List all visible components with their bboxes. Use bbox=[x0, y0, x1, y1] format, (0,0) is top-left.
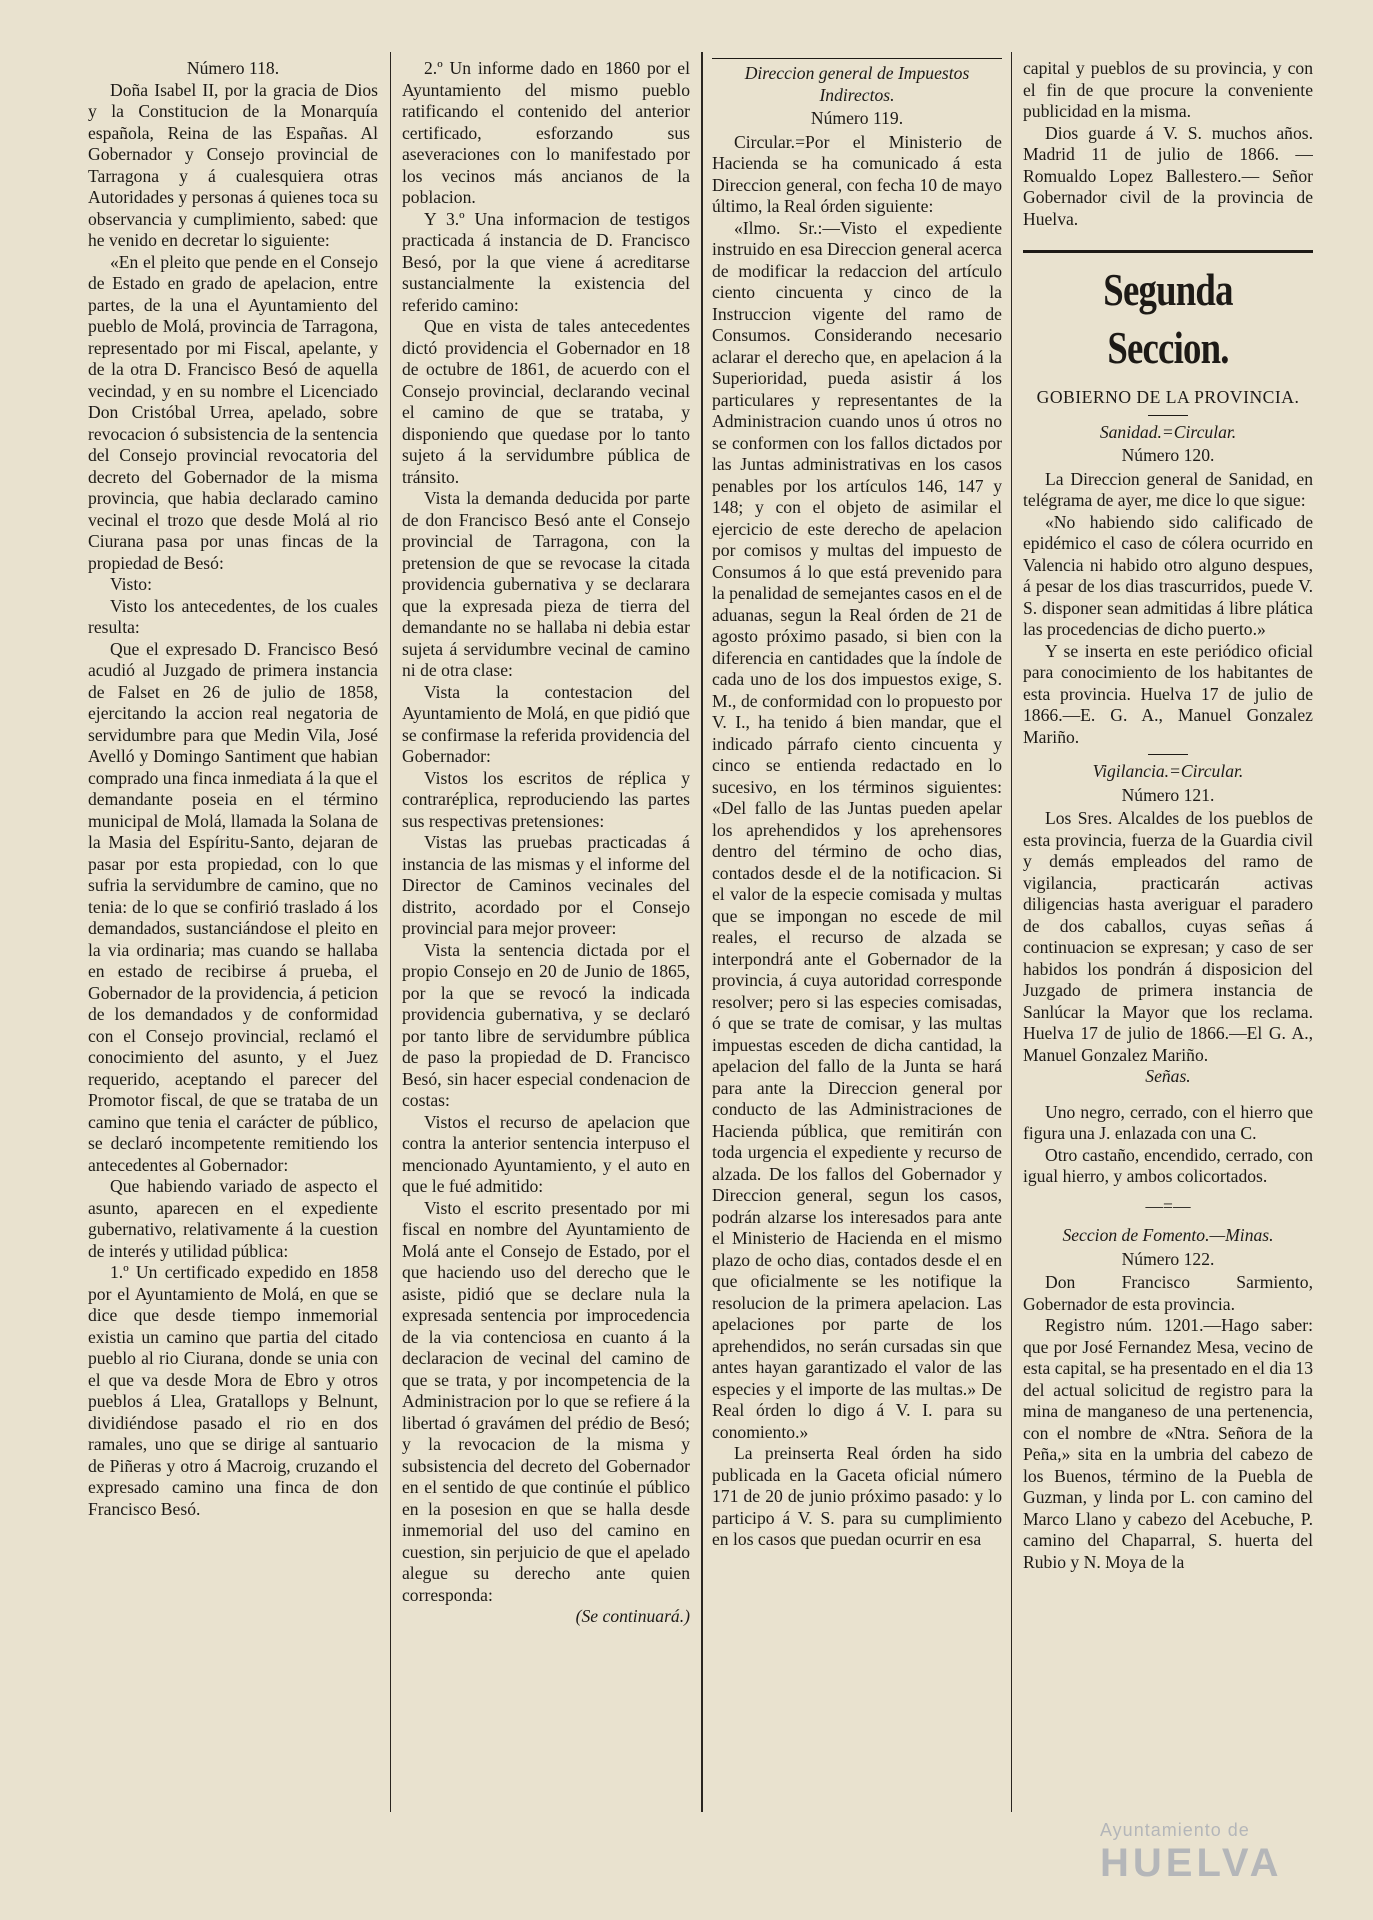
column-3 bbox=[712, 58, 1002, 1551]
watermark-line1: Ayuntamiento de bbox=[1100, 1820, 1250, 1840]
paragraph: «Ilmo. Sr.:—Visto el expediente instruido en esa Direccion general acerca de modificar la redaccion del artículo ciento cincuenta y cinco de la Instruccion vigente del ramo de Consumos. Considerando necesario aclarar el derecho que, en apelacion á la Superioridad, pueda asistir á los particulares y representantes de la Administracion cuando unos ú otros no se conformen con los fallos dictados por las Juntas administrativas en los casos penables por los artículos 146, 147 y 148; y con el objeto de asimilar el ejercicio de este derecho de apelacion por comisos y multas del impuesto de Consumos á lo que está prevenido para la penalidad de semejantes casos en el de aduanas, segun la Real órden de 21 de agosto próximo pasado, si bien con la diferencia en cantidades que la índole de cada uno de los dos impuestos exige, S. M., de conformidad con lo propuesto por V. I., ha tenido á bien mandar, que el indicado párrafo ciento cincuenta y cinco se entienda redactado en lo sucesivo, en los términos siguientes: «Del fallo de las Juntas pueden apelar los aprehendidos y los aprehensores dentro del término de ocho dias, contados desde el de la notificacion. Si el valor de la especie comisada y multas que se impongan no escede de mil reales, el recurso de alzada se interpondrá ante el Gobernador de la provincia, á cuya autoridad corresponde resolver; pero si las especies comisadas, ó que se trate de comisar, y las multas impuestas esceden de dicha cantidad, la apelacion del fallo de la Junta se hará para ante la Direccion general por conducto de las Administraciones de Hacienda pública, que remitirán con toda urgencia el expediente y recurso de alzada. De los fallos del Gobernador y Direccion general, segun los casos, podrán alzarse los interesados para ante el Ministerio de Hacienda en el mismo plazo de ocho dias, contados desde el en que oficialmente se les notifique la resolucion de la primera apelacion. Las apelaciones por parte de los aprehendidos, no serán cursadas sin que antes hayan garantizado el valor de las especies y el importe de las multas.» De Real órden lo digo á V. I. para su conomiento.» bbox=[712, 217, 1002, 1442]
senas-heading: Señas. bbox=[1145, 1066, 1191, 1086]
column-rule bbox=[1011, 52, 1012, 1812]
separator: —=— bbox=[1145, 1195, 1191, 1216]
paragraph: Vistos los escritos de réplica y contraréplica, reproduciendo las partes sus respectivas pretensiones: bbox=[402, 767, 690, 831]
article-number: Número 120. bbox=[1121, 445, 1215, 465]
spacer bbox=[1023, 1088, 1313, 1102]
paragraph: Dios guarde á V. S. muchos años. Madrid 11 de julio de 1866. —Romualdo Lopez Ballestero.— Señor Gobernador civil de la provincia de Huelva. bbox=[1023, 122, 1313, 229]
paragraph: Vista la demanda deducida por parte de don Francisco Besó ante el Consejo provincial de Tarragona, con la pretension de que se revocase la citada providencia gubernativa y se declarara que la expresada pieza de tierra del demandante no se hallaba ni debia estar sujeta á servidumbre vecinal de camino ni de otra clase: bbox=[402, 488, 690, 680]
column-1 bbox=[88, 58, 378, 1520]
paragraph: Que en vista de tales antecedentes dictó providencia el Gobernador en 18 de octubre de 1861, de acuerdo con el Consejo provincial, declarando vecinal el camino de que se trataba, y disponiendo que quedase por lo tanto sujeto á la servidumbre pública de tránsito. bbox=[402, 316, 690, 487]
paragraph: La Direccion general de Sanidad, en telégrama de ayer, me dice lo que sigue: bbox=[1023, 468, 1313, 510]
paragraph: Vista la sentencia dictada por el propio Consejo en 20 de Junio de 1865, por la que se revocó la indicada providencia gubernativa, y se declaró por tanto libre de servidumbre pública de paso la propiedad de D. Francisco Besó, sin hacer especial condenacion de costas: bbox=[402, 939, 690, 1110]
column-2 bbox=[402, 58, 690, 1628]
paragraph: Los Sres. Alcaldes de los pueblos de esta provincia, fuerza de la Guardia civil y demás empleados del ramo de vigilancia, practicarán activas diligencias hasta averiguar el paradero de dos caballos, cuyas señas á continuacion se expresan; y caso de ser habidos los pondrán á disposicion del Juzgado de primera instancia de Sanlúcar la Mayor que los reclama. Huelva 17 de julio de 1866.—El G. A., Manuel Gonzalez Mariño. bbox=[1023, 808, 1313, 1065]
paragraph: Doña Isabel II, por la gracia de Dios y la Constitucion de la Monarquía española, Reina de las Españas. Al Gobernador y Consejo provincial de Tarragona y á cualesquiera otras Autoridades y personas á quienes toca su observancia y cumplimiento, sabed: que he venido en decretar lo siguiente: bbox=[88, 79, 378, 250]
paragraph: Circular.=Por el Ministerio de Hacienda se ha comunicado á esta Direccion general, con fecha 10 de mayo último, la Real órden siguiente: bbox=[712, 131, 1002, 216]
paragraph: 2.º Un informe dado en 1860 por el Ayuntamiento del mismo pueblo ratificando el contenido del anterior certificado, esforzando sus aseveraciones con lo manifestado por los vecinos más ancianos de la poblacion. bbox=[402, 58, 690, 207]
paragraph: Y 3.º Una informacion de testigos practicada á instancia de D. Francisco Besó, por la que viene á acreditarse sustancialmente la existencia del referido camino: bbox=[402, 208, 690, 315]
paragraph: Visto los antecedentes, de los cuales resulta: bbox=[88, 595, 378, 637]
paragraph: Y se inserta en este periódico oficial para conocimiento de los habitantes de esta provincia. Huelva 17 de julio de 1866.—E. G. A., Manuel Gonzalez Mariño. bbox=[1023, 640, 1313, 747]
paragraph: Don Francisco Sarmiento, Gobernador de esta provincia. bbox=[1023, 1272, 1313, 1314]
continued-note: (Se continuará.) bbox=[575, 1606, 690, 1626]
section-heading: Direccion general de Impuestos Indirectos. bbox=[744, 63, 970, 105]
paragraph: capital y pueblos de su provincia, y con el fin de que procure la conveniente publicidad en la misma. bbox=[1023, 58, 1313, 121]
divider bbox=[1023, 250, 1313, 253]
article-number: Número 122. bbox=[1121, 1248, 1215, 1269]
article-number: Número 121. bbox=[1121, 784, 1215, 805]
paragraph: Que habiendo variado de aspecto el asunto, aparecen en el expediente gubernativo, relativamente á la cuestion de interés y utilidad pública: bbox=[88, 1176, 378, 1261]
paragraph: Que el expresado D. Francisco Besó acudió al Juzgado de primera instancia de Falset en 26 de julio de 1858, ejercitando la accion real negatoria de servidumbre para que Medin Vila, José Avelló y Domingo Santiment que habian comprado una finca inmediata á la que el demandante poseia en el término municipal de Molá, llamada la Solana de la Masia del Espíritu-Santo, dejaran de pasar por esta propiedad, con lo que sufria la servidumbre de camino, que no tenia: de lo que se confirió traslado á los demandados, sustanciándose el pleito en la via ordinaria; mas cuando se hallaba en estado de recibirse á prueba, el Gobernador de la providencia, á peticion de los demandados y de conformidad con el Consejo provincial, reclamó el conocimiento del asunto, y el Juez requerido, aceptando el parecer del Promotor fiscal, de que se trataba de un camino que tenia el carácter de público, se declaró incompetente remitiendo los antecedentes al Gobernador: bbox=[88, 638, 378, 1175]
sanidad-heading: Sanidad.=Circular. bbox=[1099, 421, 1237, 442]
column-rule bbox=[390, 52, 391, 1812]
paragraph: Registro núm. 1201.—Hago saber: que por José Fernandez Mesa, vecino de esta capital, se ha presentado en el dia 13 del actual solicitud de registro para la mina de manganeso de una pertenencia, con el nombre de «Ntra. Señora de la Peña,» sita en la umbria del cabezo de los Buenos, término de la Puebla de Guzman, y linda por L. con camino del Marco Llano y cabezo del Acebuche, P. camino del Chaparral, S. huerta del Rubio y N. Moya de la bbox=[1023, 1315, 1313, 1572]
article-number: Número 119. bbox=[810, 108, 904, 128]
watermark-line2: HUELVA bbox=[1100, 1841, 1283, 1885]
section-title: Segunda Seccion. bbox=[1103, 264, 1233, 373]
paragraph: Uno negro, cerrado, con el hierro que figura una J. enlazada con una C. bbox=[1023, 1101, 1313, 1143]
vigilancia-heading: Vigilancia.=Circular. bbox=[1092, 761, 1244, 781]
paragraph: «En el pleito que pende en el Consejo de Estado en grado de apelacion, entre partes, de la una el Ayuntamiento del pueblo de Molá, provincia de Tarragona, representado por mi Fiscal, apelante, y de la otra D. Francisco Besó de aquella vecindad, y en su nombre el Licenciado Don Cristóbal Urrea, apelado, sobre revocacion ó subsistencia de la sentencia del Consejo provincial revocatoria del decreto del Gobernador de la misma provincia, que habia declarado camino vecinal el trozo que desde Molá al rio Ciurana pasa por unas fincas de la propiedad de Besó: bbox=[88, 251, 378, 573]
paragraph: Otro castaño, encendido, cerrado, con igual hierro, y ambos colicortados. bbox=[1023, 1144, 1313, 1186]
government-heading: GOBIERNO DE LA PROVINCIA. bbox=[1036, 387, 1300, 407]
paragraph: Vistos el recurso de apelacion que contra la anterior sentencia interpuso el mencionado Ayuntamiento, y el auto en que le fué admitido: bbox=[402, 1111, 690, 1196]
divider bbox=[712, 58, 1002, 59]
paragraph: Vista la contestacion del Ayuntamiento de Molá, en que pidió que se confirmase la referida providencia del Gobernador: bbox=[402, 681, 690, 766]
paragraph: «No habiendo sido calificado de epidémico el caso de cólera ocurrido en Valencia ni habido otro alguno despues, á pesar de los dias trascurridos, puede V. S. disponer sean admitidas á libre plática las procedencias de dicho puerto.» bbox=[1023, 511, 1313, 639]
column-rule bbox=[701, 52, 703, 1812]
article-number: Número 118. bbox=[186, 58, 280, 78]
paragraph: Visto: bbox=[110, 574, 152, 594]
column-4 bbox=[1023, 58, 1313, 1573]
paragraph: 1.º Un certificado expedido en 1858 por el Ayuntamiento de Molá, en que se dice que desde tiempo inmemorial existia un camino que partia del citado pueblo al rio Ciurana, donde se unia con el que va desde Mora de Ebro y otros pueblos á Llea, Gratallops y Belnunt, dividiéndose pasado el rio en dos ramales, uno que se dirige al santuario de Piñeras y otro á Macroig, cruzando el expresado camino una finca de don Francisco Besó. bbox=[88, 1262, 378, 1519]
paragraph: Vistas las pruebas practicadas á instancia de las mismas y el informe del Director de Caminos vecinales del distrito, acordado por el Consejo provincial para mejor proveer: bbox=[402, 832, 690, 938]
watermark-logo bbox=[1100, 1820, 1350, 1900]
paragraph: Visto el escrito presentado por mi fiscal en nombre del Ayuntamiento de Molá ante el Consejo de Estado, por el que haciendo uso del derecho que le asiste, pidió que se declare nula la expresada sentencia por improcedencia de la via contenciosa en cuanto á la declaracion de vecinal del camino de que se trata, y por incompetencia de la Administracion por lo que se refiere á la libertad ó gravámen del prédio de Besó; y la revocacion de la misma y subsistencia del decreto del Gobernador en el sentido de que continúe el público en la posesion en que se halla desde inmemorial del uso del camino en cuestion, sin perjuicio de que el apelado alegue su derecho ante quien corresponda: bbox=[402, 1197, 690, 1605]
divider bbox=[1148, 754, 1188, 755]
paragraph: La preinserta Real órden ha sido publicada en la Gaceta oficial número 171 de 20 de junio próximo pasado: y lo participo á V. S. para su cumplimiento en los casos que puedan ocurrir en esa bbox=[712, 1443, 1002, 1549]
fomento-heading: Seccion de Fomento.—Minas. bbox=[1062, 1225, 1274, 1245]
divider bbox=[1148, 415, 1188, 416]
